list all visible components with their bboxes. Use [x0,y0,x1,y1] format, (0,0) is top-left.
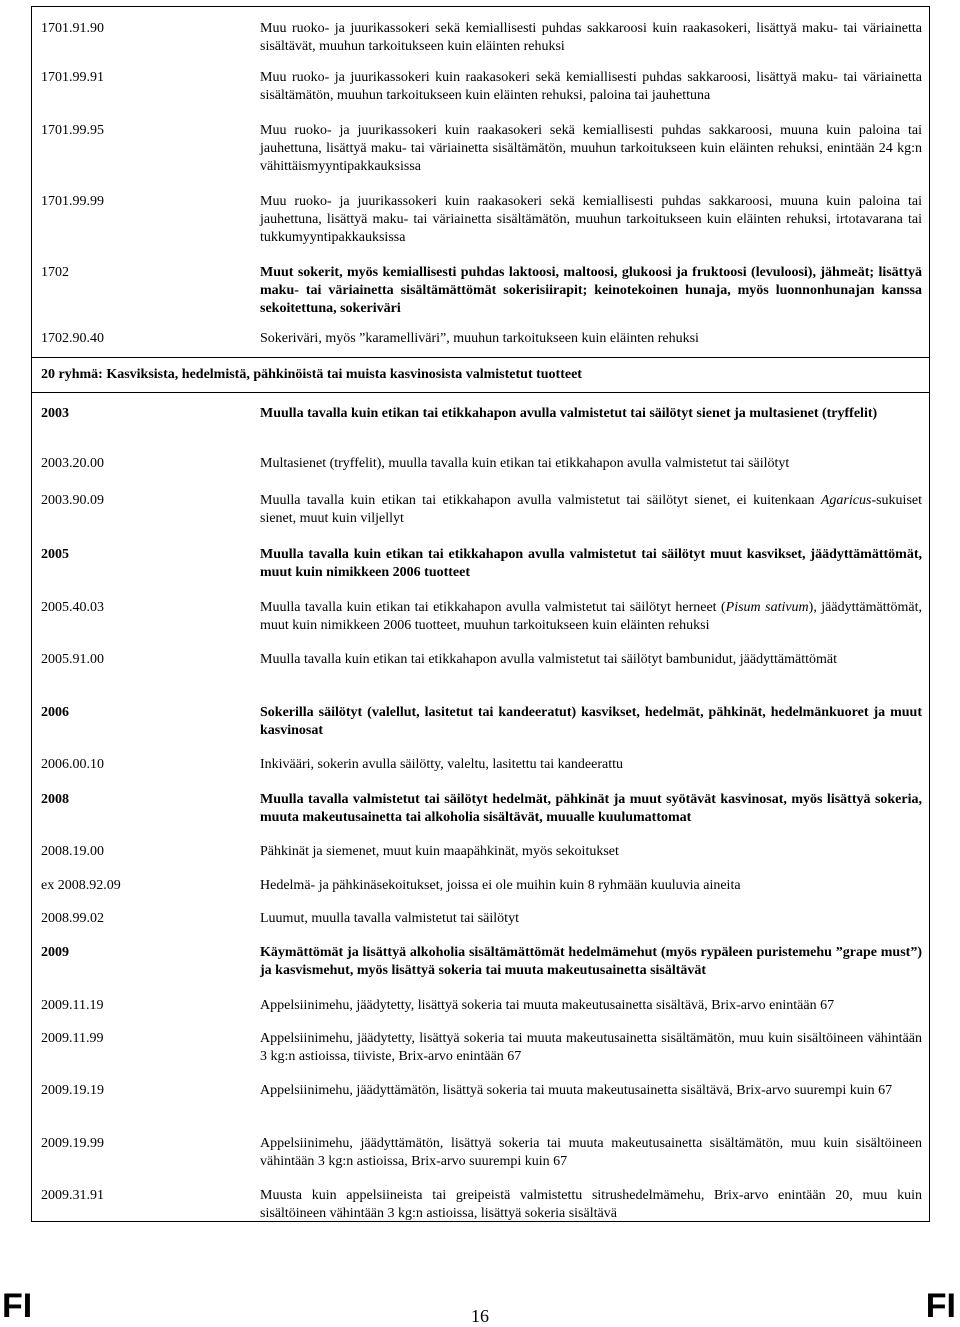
description-text: Luumut, muulla tavalla valmistetut tai säilötyt [260,911,519,926]
tariff-description [260,756,922,774]
section-heading: 20 ryhmä: Kasviksista, hedelmistä, pähkinöistä tai muista kasvinosista valmistetut tuotteet [41,367,582,382]
tariff-description [260,455,922,473]
description-text: Appelsiinimehu, jäädyttämätön, lisättyä sokeria tai muuta makeutusainetta sisältävä, Brix-arvo suurempi kuin 67 [260,1083,893,1098]
tariff-description [260,405,922,423]
italic-text: Pisum sativum [725,600,809,615]
tariff-code: 2008.99.02 [41,911,104,926]
description-text: Muu ruoko- ja juurikassokeri kuin raakasokeri sekä kemiallisesti puhdas sakkaroosi, muuna kuin paloina tai jauhettuna, lisättyä maku- tai väriainetta sisältämätön, muuhun tarkoitukseen kuin eläinten rehuksi, enintään 24 kg:n vähittäismyyntipakkauksissa [260,123,922,174]
tariff-code: 1701.99.95 [41,123,104,138]
tariff-code: 2009.31.91 [41,1188,104,1203]
tariff-code: 2005.91.00 [41,652,104,667]
description-text: Muulla tavalla kuin etikan tai etikkahapon avulla valmistetut tai säilötyt sienet ja multasienet (tryffelit) [260,406,878,421]
tariff-description [260,877,922,895]
tariff-description [260,330,922,348]
description-text: Multasienet (tryffelit), muulla tavalla kuin etikan tai etikkahapon avulla valmistetut tai säilötyt [260,456,790,471]
tariff-description [260,843,922,861]
description-text: Appelsiinimehu, jäädytetty, lisättyä sokeria tai muuta makeutusainetta sisältävä, Brix-arvo enintään 67 [260,998,835,1013]
description-text: Muulla tavalla kuin etikan tai etikkahapon avulla valmistetut tai säilötyt sienet, ei kuitenkaan [260,493,821,508]
tariff-description [260,264,922,318]
tariff-description [260,1135,922,1171]
description-text: Muulla tavalla kuin etikan tai etikkahapon avulla valmistetut tai säilötyt muut kasvikset, jäädyttämättömät, muut kuin nimikkeen 2006 tuotteet [260,547,922,580]
tariff-code: 2003 [41,406,69,421]
tariff-code: 2009.11.99 [41,1031,104,1046]
tariff-description [260,1082,922,1100]
description-text: -sukuiset sienet, muut kuin viljellyt [260,493,922,526]
tariff-description [260,997,922,1015]
tariff-description [260,20,922,56]
description-text: Muu ruoko- ja juurikassokeri sekä kemiallisesti puhdas sakkaroosi kuin raakasokeri, lisättyä maku- tai väriainetta sisältävät, muuhun tarkoitukseen kuin eläinten rehuksi [260,21,922,54]
description-text: Inkivääri, sokerin avulla säilötty, valeltu, lasitettu tai kandeerattu [260,757,623,772]
divider [32,392,929,393]
description-text: Muut sokerit, myös kemiallisesti puhdas laktoosi, maltoosi, glukoosi ja fruktoosi (levuloosi), jähmeät; lisättyä maku- tai väriainetta sisältämättömät sokerisiirapit; keinotekoinen hunaja, myös luonnonhunajan kanssa sekoitettuna, sokeriväri [260,265,922,316]
description-text: Muulla tavalla kuin etikan tai etikkahapon avulla valmistetut tai säilötyt bambunidut, jäädyttämättömät [260,652,837,667]
description-text: Appelsiinimehu, jäädytetty, lisättyä sokeria tai muuta makeutusainetta sisältämätön, muu kuin sisältöineen vähintään 3 kg:n astioissa, tiiviste, Brix-arvo enintään 67 [260,1031,922,1064]
tariff-description [260,944,922,980]
tariff-code: 2008 [41,792,69,807]
tariff-description [260,599,922,635]
tariff-code: 2005.40.03 [41,600,104,615]
tariff-code: 1701.99.91 [41,70,104,85]
italic-text: Agaricus [820,493,872,508]
tariff-description [260,122,922,176]
tariff-code: 1702.90.40 [41,331,104,346]
footer-language-left: FI [2,1287,33,1325]
description-text: Muu ruoko- ja juurikassokeri kuin raakasokeri sekä kemiallisesti puhdas sakkaroosi, muuna kuin paloina tai jauhettuna, lisättyä maku- tai väriainetta sisältämätön, muuhun tarkoitukseen kuin eläinten rehuksi, irtotavarana tai tukkumyyntipakkauksissa [260,194,922,245]
description-text: Muu ruoko- ja juurikassokeri kuin raakasokeri sekä kemiallisesti puhdas sakkaroosi, lisättyä maku- tai väriainetta sisältämätön, muuhun tarkoitukseen kuin eläinten rehuksi, paloina tai jauhettuna [260,70,922,103]
tariff-description [260,193,922,247]
description-text: Muusta kuin appelsiineista tai greipeistä valmistettu sitrushedelmämehu, Brix-arvo enintään 20, muu kuin sisältöineen vähintään 3 kg:n astioissa, lisättyä sokeria sisältävä [260,1188,922,1221]
tariff-code: 2006.00.10 [41,757,104,772]
description-text: Appelsiinimehu, jäädyttämätön, lisättyä sokeria tai muuta makeutusainetta sisältämätön, muu kuin sisältöineen vähintään 3 kg:n astioissa, Brix-arvo suurempi kuin 67 [260,1136,922,1169]
tariff-code: ex 2008.92.09 [41,878,121,893]
description-text: Muulla tavalla kuin etikan tai etikkahapon avulla valmistetut tai säilötyt herneet ( [260,600,726,615]
tariff-code: 2003.90.09 [41,493,104,508]
tariff-code: 1702 [41,265,69,280]
footer-language-right: FI [925,1287,956,1325]
tariff-table [31,6,930,1222]
tariff-description [260,69,922,105]
tariff-code: 2006 [41,705,69,720]
tariff-description [260,704,922,740]
tariff-code: 1701.91.90 [41,21,104,36]
tariff-code: 1701.99.99 [41,194,104,209]
description-text: Sokerilla säilötyt (valellut, lasitetut tai kandeeratut) kasvikset, hedelmät, pähkinät, hedelmänkuoret ja muut kasvinosat [260,705,922,738]
tariff-code: 2003.20.00 [41,456,104,471]
tariff-description [260,492,922,528]
description-text: Käymättömät ja lisättyä alkoholia sisältämättömät hedelmämehut (myös rypäleen puristemehu ”grape must”) ja kasvismehut, myös lisättyä sokeria tai muuta makeutusainetta sisältävät [260,945,922,978]
tariff-code: 2005 [41,547,69,562]
description-text: Muulla tavalla valmistetut tai säilötyt hedelmät, pähkinät ja muut syötävät kasvinosat, myös lisättyä sokeria, muuta makeutusainetta tai alkoholia sisältävät, muualle kuulumattomat [260,792,922,825]
tariff-code: 2009.19.99 [41,1136,104,1151]
divider [32,357,929,358]
page-number: 16 [471,1306,489,1326]
description-text: ), jäädyttämättömät, muut kuin nimikkeen 2006 tuotteet, muuhun tarkoitukseen kuin eläinten rehuksi [260,600,922,633]
tariff-description [260,1030,922,1066]
tariff-description [260,651,922,669]
tariff-code: 2009.19.19 [41,1083,104,1098]
tariff-description [260,910,922,928]
description-text: Pähkinät ja siemenet, muut kuin maapähkinät, myös sekoitukset [260,844,619,859]
tariff-code: 2009.11.19 [41,998,104,1013]
tariff-description [260,1187,922,1223]
tariff-description [260,546,922,582]
tariff-code: 2009 [41,945,69,960]
tariff-code: 2008.19.00 [41,844,104,859]
description-text: Hedelmä- ja pähkinäsekoitukset, joissa ei ole muihin kuin 8 ryhmään kuuluvia aineita [260,878,741,893]
tariff-description [260,791,922,827]
description-text: Sokeriväri, myös ”karamelliväri”, muuhun tarkoitukseen kuin eläinten rehuksi [260,331,699,346]
